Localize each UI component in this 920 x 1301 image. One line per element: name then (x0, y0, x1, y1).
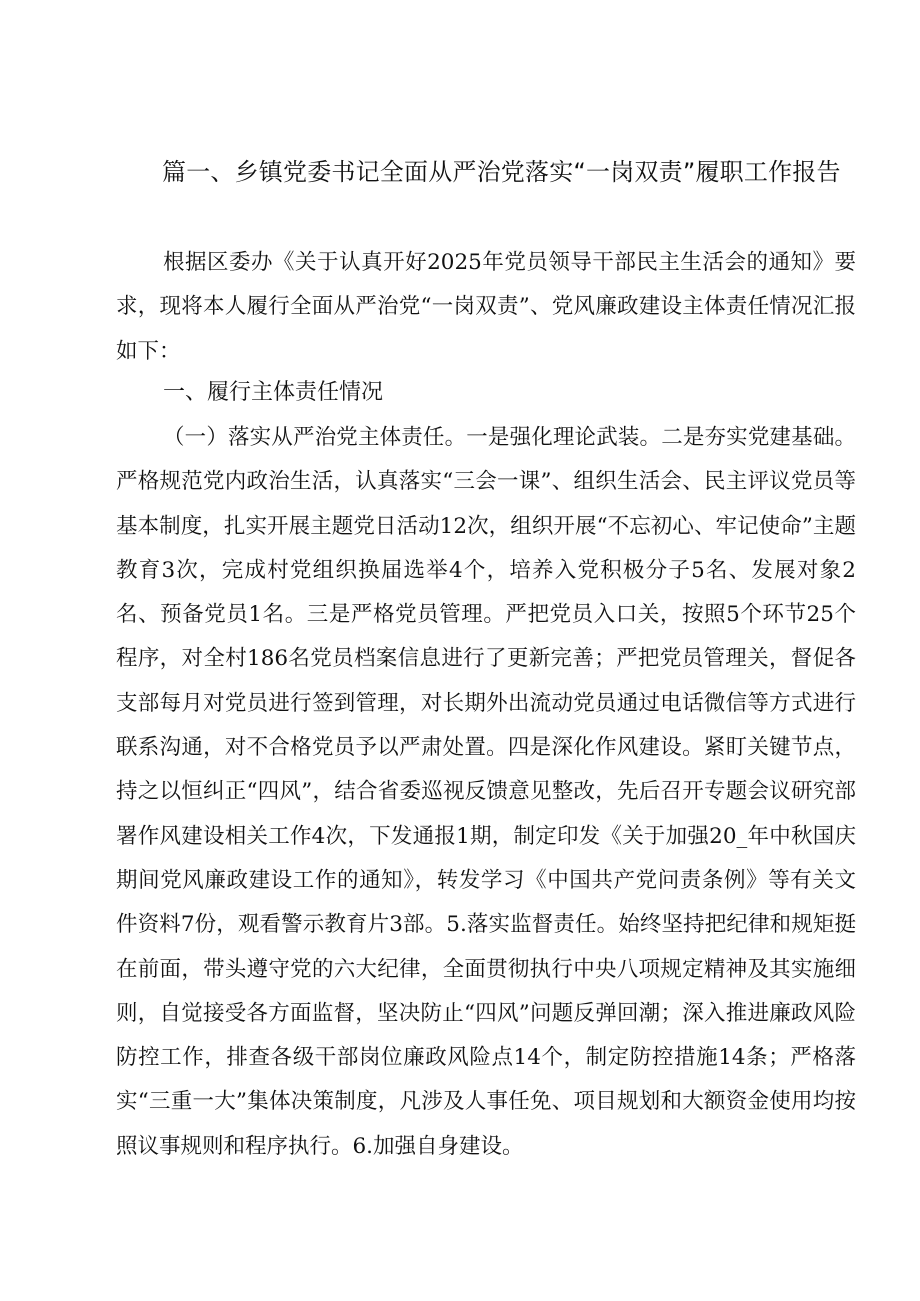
intro-paragraph: 根据区委办《关于认真开好2025年党员领导干部民主生活会的通知》要求，现将本人履行全面从严治党“一岗双责”、党风廉政建设主体责任情况汇报如下： (116, 250, 856, 364)
body-paragraph-1: （一）落实从严治党主体责任。一是强化理论武装。二是夯实党建基础。严格规范党内政治生活，认真落实“三会一课”、组织生活会、民主评议党员等基本制度，扎实开展主题党日活动12次，组织开展“不忘初心、牢记使命”主题教育3次，完成村党组织换届选举4个，培养入党积极分子5名、发展对象2名、预备党员1名。三是严格党员管理。严把党员入口关，按照5个环节25个程序，对全村186名党员档案信息进行了更新完善；严把党员管理关，督促各支部每月对党员进行签到管理，对长期外出流动党员通过电话微信等方式进行联系沟通，对不合格党员予以严肃处置。四是深化作风建设。紧盯关键节点，持之以恒纠正“四风”，结合省委巡视反馈意见整改，先后召开专题会议研究部署作风建设相关工作4次，下发通报1期，制定印发《关于加强20_年中秋国庆期间党风廉政建设工作的通知》，转发学习《中国共产党问责条例》等有关文件资料7份，观看警示教育片3部。5.落实监督责任。始终坚持把纪律和规矩挺在前面，带头遵守党的六大纪律，全面贯彻执行中央八项规定精神及其实施细则，自觉接受各方面监督，坚决防止“四风”问题反弹回潮；深入推进廉政风险防控工作，排查各级干部岗位廉政风险点14个，制定防控措施14条；严格落实“三重一大”集体决策制度，凡涉及人事任免、项目规划和大额资金使用均按照议事规则和程序执行。6.加强自身建设。 (116, 425, 856, 1159)
document-title: 篇一、乡镇党委书记全面从严治党落实“一岗双责”履职工作报告 (162, 158, 841, 186)
section-heading-1: 一、履行主体责任情况 (163, 380, 384, 405)
